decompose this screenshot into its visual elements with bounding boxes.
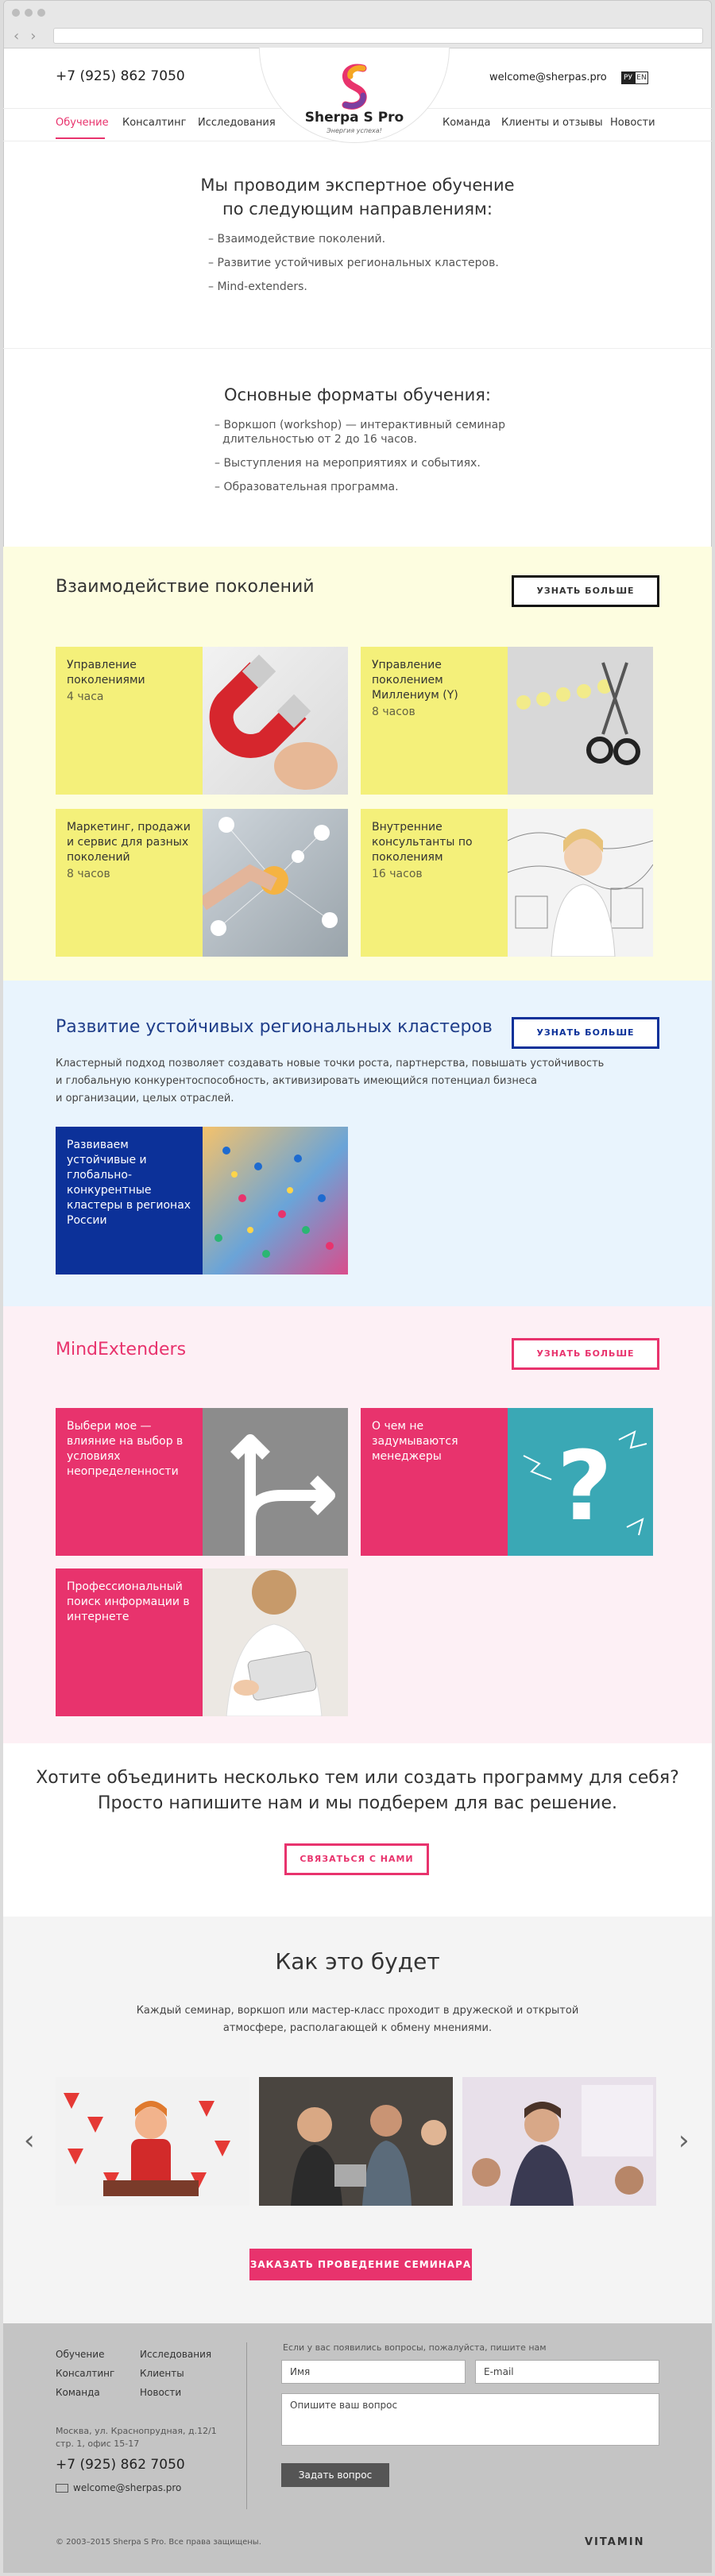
- how-text: [3, 2002, 712, 2037]
- cta-section: [3, 1743, 712, 1917]
- seminar-photo[interactable]: [56, 2077, 249, 2206]
- seminar-photo[interactable]: [259, 2077, 453, 2206]
- language-switcher: [621, 72, 648, 84]
- carousel-prev-icon[interactable]: ‹: [24, 2125, 35, 2156]
- mind-card-title: Выбери мое — влияние на выбор в условиях неопределенности: [67, 1420, 184, 1478]
- menu-item-research[interactable]: Исследования: [198, 117, 276, 129]
- how-title: Как это будет: [275, 1948, 440, 1975]
- cta-text-line2: Просто напишите нам и мы подберем для вас решение.: [97, 1793, 618, 1813]
- mind-card-title: Профессиональный поиск информации в интернете: [67, 1580, 190, 1623]
- footer-email-row[interactable]: [56, 2482, 181, 2493]
- logo-s-icon: [338, 64, 373, 111]
- logo[interactable]: [259, 48, 450, 143]
- course-card[interactable]: [56, 809, 348, 957]
- cluster-card-text: [56, 1127, 203, 1274]
- course-card-duration: 8 часов: [67, 868, 110, 880]
- course-card-text: [361, 809, 508, 957]
- formats-bullet: – Выступления на мероприятиях и событиях.: [214, 457, 481, 470]
- question-mark-image: [508, 1408, 653, 1556]
- page: [3, 0, 712, 2573]
- footer-email[interactable]: welcome@sherpas.pro: [73, 2482, 182, 2493]
- mindextenders-more-button[interactable]: УЗНАТЬ БОЛЬШЕ: [512, 1338, 659, 1370]
- cta-text-line1: Хотите объединить несколько тем или создать программу для себя?: [36, 1768, 679, 1788]
- mind-card-text: [56, 1408, 203, 1556]
- mind-card[interactable]: [361, 1408, 653, 1556]
- footer-address-line: Москва, ул. Краснопрудная, д.12/1: [56, 2426, 217, 2436]
- course-card-duration: 16 часов: [372, 868, 423, 880]
- formats-bullet-cont: длительностью от 2 до 16 часов.: [222, 433, 418, 446]
- svg-text:?: ?: [557, 1432, 613, 1542]
- scissors-image: [508, 647, 653, 795]
- footer: [3, 2323, 712, 2573]
- menu-item-clients[interactable]: Клиенты и отзывы: [501, 117, 603, 129]
- contact-us-button[interactable]: СВЯЗАТЬСЯ С НАМИ: [284, 1843, 429, 1875]
- menu-item-team[interactable]: Команда: [443, 117, 491, 129]
- course-card-duration: 4 часа: [67, 690, 104, 703]
- course-card[interactable]: [361, 809, 653, 957]
- footer-divider: [246, 2342, 247, 2509]
- footer-link-team[interactable]: Команда: [56, 2387, 100, 2398]
- clusters-description-line: и организации, целых отраслей.: [56, 1093, 234, 1104]
- generations-title: Взаимодействие поколений: [56, 577, 315, 597]
- course-card-title: Управление поколением Миллениум (Y): [372, 659, 458, 702]
- question-field[interactable]: Опишите ваш вопрос: [281, 2393, 659, 2446]
- generations-section: [3, 547, 712, 981]
- clusters-description: [56, 1055, 604, 1108]
- back-arrow-icon[interactable]: ‹: [14, 28, 20, 44]
- footer-form-hint: Если у вас появились вопросы, пожалуйста, пишите нам: [283, 2342, 547, 2353]
- formats-section: [3, 383, 712, 494]
- submit-question-button[interactable]: Задать вопрос: [281, 2463, 389, 2487]
- footer-address: [56, 2425, 217, 2450]
- mindextenders-title: MindExtenders: [56, 1340, 187, 1360]
- intro-bullet: – Развитие устойчивых региональных кластеров.: [208, 257, 499, 269]
- footer-phone[interactable]: +7 (925) 862 7050: [56, 2457, 185, 2473]
- mind-card[interactable]: [56, 1568, 348, 1716]
- footer-link-news[interactable]: Новости: [140, 2387, 182, 2398]
- clusters-description-line: и глобальную конкурентоспособность, активизировать имеющийся потенциал бизнеса: [56, 1075, 538, 1087]
- menu-active-underline: [56, 137, 105, 139]
- generations-more-button[interactable]: УЗНАТЬ БОЛЬШЕ: [512, 575, 659, 607]
- course-card[interactable]: [56, 647, 348, 795]
- order-seminar-button[interactable]: ЗАКАЗАТЬ ПРОВЕДЕНИЕ СЕМИНАРА: [249, 2249, 472, 2280]
- forward-arrow-icon[interactable]: ›: [30, 28, 37, 44]
- lang-ru-button[interactable]: РУ: [621, 72, 635, 84]
- intro-section: [3, 173, 712, 294]
- footer-address-line: стр. 1, офис 15-17: [56, 2439, 140, 2449]
- mind-card-text: [56, 1568, 203, 1716]
- mail-icon: [56, 2484, 68, 2493]
- mind-card-text: [361, 1408, 508, 1556]
- email-field[interactable]: E-mail: [475, 2360, 659, 2384]
- course-card-title: Маркетинг, продажи и сервис для разных поколений: [67, 821, 191, 864]
- course-card-title: Внутренние консультанты по поколениям: [372, 821, 473, 864]
- tablet-user-image: [203, 1568, 348, 1716]
- logo-name: Sherpa S Pro: [304, 110, 404, 126]
- clusters-description-line: Кластерный подход позволяет создавать новые точки роста, партнерства, повышать устойчивость: [56, 1058, 605, 1069]
- phone-number[interactable]: +7 (925) 862 7050: [56, 68, 185, 84]
- magnet-image: [203, 647, 348, 795]
- clusters-more-button[interactable]: УЗНАТЬ БОЛЬШЕ: [512, 1017, 659, 1049]
- intro-bullet: – Взаимодействие поколений.: [208, 233, 386, 246]
- intro-bullet: – Mind-extenders.: [208, 280, 307, 293]
- intro-title-line2: по следующим направлениям:: [222, 199, 493, 219]
- footer-link-training[interactable]: Обучение: [56, 2349, 105, 2360]
- vitamin-logo[interactable]: VITAMIN: [585, 2536, 645, 2548]
- course-card[interactable]: [361, 647, 653, 795]
- mind-card-title: О чем не задумываются менеджеры: [372, 1420, 458, 1463]
- course-card-text: [56, 809, 203, 957]
- mindextenders-section: [3, 1306, 712, 1743]
- formats-title: Основные форматы обучения:: [224, 385, 491, 404]
- carousel-next-icon[interactable]: ›: [678, 2125, 690, 2156]
- cluster-card-title: Развиваем устойчивые и глобально-конкурентные кластеры в регионах России: [67, 1139, 191, 1227]
- formats-bullet: – Образовательная программа.: [214, 481, 399, 493]
- formats-bullet: – Воркшоп (workshop) — интерактивный семинар: [214, 419, 506, 431]
- menu-item-training[interactable]: Обучение: [56, 117, 109, 129]
- how-text-line: атмосфере, располагающей к обмену мнениями.: [222, 2022, 493, 2034]
- course-card-text: [361, 647, 508, 795]
- how-text-line: Каждый семинар, воркшоп или мастер-класс проходит в дружеской и открытой: [136, 2005, 579, 2017]
- footer-link-consulting[interactable]: Консалтинг: [56, 2368, 115, 2379]
- seminar-photo[interactable]: [462, 2077, 656, 2206]
- network-image: [203, 809, 348, 957]
- logo-tagline: Энергия успеха!: [327, 127, 382, 134]
- clusters-section: [3, 981, 712, 1306]
- intro-title-line1: Мы проводим экспертное обучение: [200, 176, 515, 195]
- mind-card[interactable]: [56, 1408, 348, 1556]
- footer-link-research[interactable]: Исследования: [140, 2349, 212, 2360]
- email-link[interactable]: welcome@sherpas.pro: [489, 72, 607, 83]
- lang-en-button[interactable]: EN: [635, 72, 648, 84]
- course-card-title: Управление поколениями: [67, 659, 145, 687]
- cluster-card[interactable]: [56, 1127, 348, 1274]
- how-section: [3, 1917, 712, 2323]
- consultant-image: [508, 809, 653, 957]
- section-divider: [3, 348, 712, 349]
- menu-item-news[interactable]: Новости: [610, 117, 655, 129]
- copyright: © 2003–2015 Sherpa S Pro. Все права защищены.: [56, 2538, 261, 2547]
- menu-item-consulting[interactable]: Консалтинг: [122, 117, 187, 129]
- course-card-text: [56, 647, 203, 795]
- footer-link-clients[interactable]: Клиенты: [140, 2368, 184, 2379]
- pushpins-image: [203, 1127, 348, 1274]
- road-arrows-image: [203, 1408, 348, 1556]
- course-card-duration: 8 часов: [372, 706, 415, 718]
- clusters-title: Развитие устойчивых региональных кластеров: [56, 1017, 493, 1037]
- name-field[interactable]: Имя: [281, 2360, 466, 2384]
